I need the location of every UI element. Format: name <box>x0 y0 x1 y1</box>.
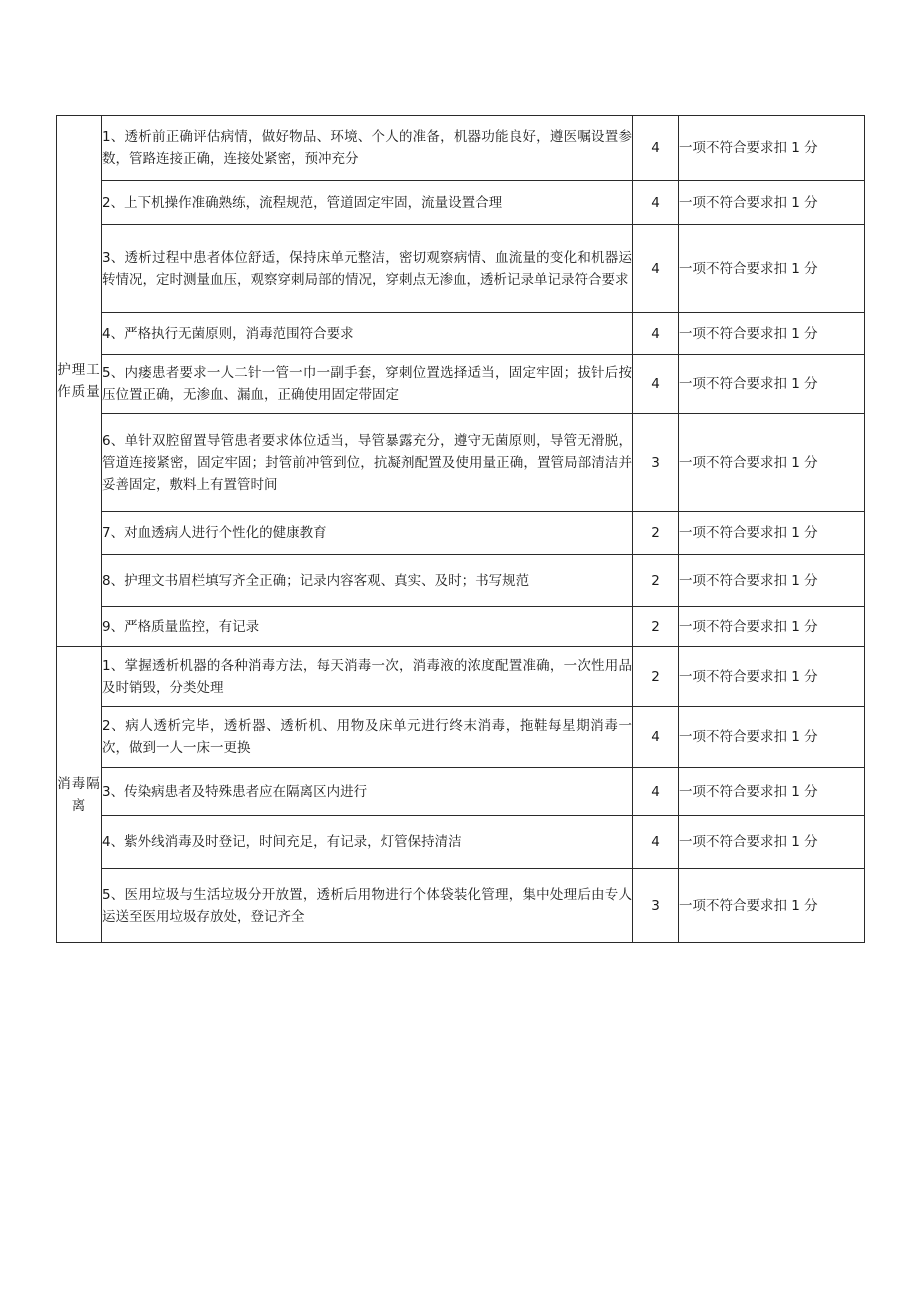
item-score: 4 <box>633 313 679 355</box>
item-score: 2 <box>633 555 679 607</box>
category-cell <box>57 116 102 647</box>
table-row <box>57 816 865 869</box>
item-content: 9、严格质量监控，有记录 <box>102 607 633 647</box>
table-row <box>57 768 865 816</box>
item-content: 1、透析前正确评估病情，做好物品、环境、个人的准备，机器功能良好，遵医嘱设置参数，管路连接正确，连接处紧密，预冲充分 <box>102 116 633 181</box>
item-rule: 一项不符合要求扣 1 分 <box>679 607 865 647</box>
category-label: 护理工作质量 <box>57 362 101 400</box>
item-rule: 一项不符合要求扣 1 分 <box>679 647 865 707</box>
category-label: 消毒隔离 <box>57 775 101 814</box>
item-rule: 一项不符合要求扣 1 分 <box>679 816 865 869</box>
category-cell <box>57 647 102 943</box>
item-rule: 一项不符合要求扣 1 分 <box>679 225 865 313</box>
item-score: 4 <box>633 116 679 181</box>
item-rule: 一项不符合要求扣 1 分 <box>679 116 865 181</box>
item-content: 2、上下机操作准确熟练，流程规范，管道固定牢固，流量设置合理 <box>102 181 633 225</box>
item-score: 4 <box>633 181 679 225</box>
item-score: 4 <box>633 225 679 313</box>
table-row <box>57 116 865 181</box>
item-rule: 一项不符合要求扣 1 分 <box>679 414 865 512</box>
table-row <box>57 181 865 225</box>
item-rule: 一项不符合要求扣 1 分 <box>679 181 865 225</box>
scoring-table <box>56 115 865 943</box>
item-score: 4 <box>633 768 679 816</box>
item-rule: 一项不符合要求扣 1 分 <box>679 869 865 943</box>
item-rule: 一项不符合要求扣 1 分 <box>679 555 865 607</box>
table-row <box>57 512 865 555</box>
table-row <box>57 869 865 943</box>
table-row <box>57 555 865 607</box>
item-score: 4 <box>633 707 679 768</box>
item-score: 3 <box>633 869 679 943</box>
table-row <box>57 225 865 313</box>
item-rule: 一项不符合要求扣 1 分 <box>679 768 865 816</box>
item-content: 5、医用垃圾与生活垃圾分开放置，透析后用物进行个体袋装化管理，集中处理后由专人运送至医用垃圾存放处，登记齐全 <box>102 869 633 943</box>
item-content: 7、对血透病人进行个性化的健康教育 <box>102 512 633 555</box>
item-score: 4 <box>633 355 679 414</box>
item-score: 4 <box>633 816 679 869</box>
item-score: 2 <box>633 512 679 555</box>
item-content: 4、紫外线消毒及时登记，时间充足，有记录，灯管保持清洁 <box>102 816 633 869</box>
item-content: 6、单针双腔留置导管患者要求体位适当，导管暴露充分，遵守无菌原则，导管无滑脱，管道连接紧密，固定牢固；封管前冲管到位，抗凝剂配置及使用量正确，置管局部清洁并妥善固定，敷料上有置管时间 <box>102 414 633 512</box>
item-score: 3 <box>633 414 679 512</box>
table-row <box>57 707 865 768</box>
item-score: 2 <box>633 607 679 647</box>
table-row <box>57 414 865 512</box>
item-content: 2、病人透析完毕，透析器、透析机、用物及床单元进行终末消毒，拖鞋每星期消毒一次，做到一人一床一更换 <box>102 707 633 768</box>
item-content: 3、透析过程中患者体位舒适，保持床单元整洁，密切观察病情、血流量的变化和机器运转情况，定时测量血压，观察穿刺局部的情况，穿刺点无渗血，透析记录单记录符合要求 <box>102 225 633 313</box>
item-content: 3、传染病患者及特殊患者应在隔离区内进行 <box>102 768 633 816</box>
item-rule: 一项不符合要求扣 1 分 <box>679 355 865 414</box>
item-content: 1、掌握透析机器的各种消毒方法，每天消毒一次，消毒液的浓度配置准确，一次性用品及时销毁，分类处理 <box>102 647 633 707</box>
item-rule: 一项不符合要求扣 1 分 <box>679 707 865 768</box>
item-rule: 一项不符合要求扣 1 分 <box>679 512 865 555</box>
table-row <box>57 313 865 355</box>
table-row <box>57 607 865 647</box>
table-row <box>57 355 865 414</box>
item-score: 2 <box>633 647 679 707</box>
item-content: 4、严格执行无菌原则，消毒范围符合要求 <box>102 313 633 355</box>
item-content: 8、护理文书眉栏填写齐全正确；记录内容客观、真实、及时；书写规范 <box>102 555 633 607</box>
table-row <box>57 647 865 707</box>
item-content: 5、内瘘患者要求一人二针一管一巾一副手套，穿刺位置选择适当，固定牢固；拔针后按压位置正确，无渗血、漏血，正确使用固定带固定 <box>102 355 633 414</box>
item-rule: 一项不符合要求扣 1 分 <box>679 313 865 355</box>
